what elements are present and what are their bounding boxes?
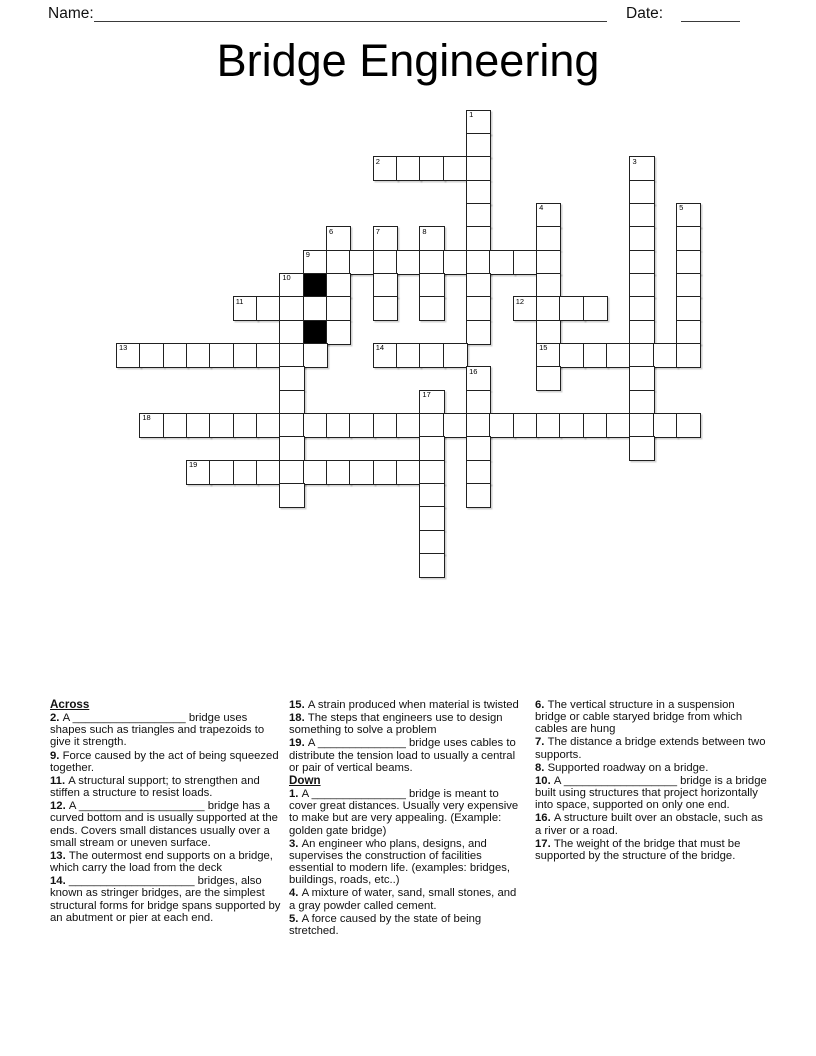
grid-cell[interactable] xyxy=(373,460,398,485)
grid-cell[interactable] xyxy=(466,273,491,298)
grid-cell[interactable] xyxy=(419,483,444,508)
grid-cell[interactable] xyxy=(559,413,584,438)
clue-3: 3. An engineer who plans, designs, and supervises the construction of facilities essential to modern life. (examples: bridges, buildings, roads, etc..) xyxy=(289,837,511,887)
grid-cell[interactable] xyxy=(209,460,234,485)
clue-number: 15. xyxy=(289,699,308,711)
cell-number: 8 xyxy=(422,226,427,236)
grid-cell[interactable] xyxy=(256,460,281,485)
grid-cell[interactable] xyxy=(466,180,491,205)
cell-number: 6 xyxy=(329,226,334,236)
clue-5: 5. A force caused by the state of being stretched. xyxy=(289,912,482,937)
grid-cell[interactable] xyxy=(513,413,538,438)
cell-number: 16 xyxy=(469,366,478,376)
grid-cell[interactable] xyxy=(443,156,468,181)
grid-cell[interactable] xyxy=(279,390,304,415)
grid-cell[interactable] xyxy=(256,343,281,368)
grid-cell[interactable] xyxy=(349,413,374,438)
grid-cell[interactable] xyxy=(279,413,304,438)
clue-number: 12. xyxy=(50,800,69,813)
grid-cell[interactable] xyxy=(489,250,514,275)
grid-cell[interactable] xyxy=(583,413,608,438)
clue-column-3 xyxy=(535,699,767,863)
grid-cell[interactable] xyxy=(163,413,188,438)
cell-number: 5 xyxy=(679,203,684,213)
grid-cell[interactable] xyxy=(466,436,491,461)
grid-cell[interactable] xyxy=(629,366,654,391)
cell-number: 17 xyxy=(422,390,431,400)
grid-cell[interactable] xyxy=(209,343,234,368)
grid-cell[interactable] xyxy=(419,296,444,321)
grid-cell[interactable] xyxy=(139,413,164,438)
grid-cell[interactable] xyxy=(326,226,351,251)
grid-cell[interactable] xyxy=(489,413,514,438)
cell-number: 3 xyxy=(632,156,637,166)
clue-number: 18. xyxy=(289,712,308,725)
grid-cell[interactable] xyxy=(559,296,584,321)
grid-cell[interactable] xyxy=(676,226,701,251)
clue-number: 6. xyxy=(535,699,548,711)
grid-cell[interactable] xyxy=(373,226,398,251)
grid-cell-black xyxy=(303,273,328,298)
clue-number: 14. xyxy=(50,875,69,888)
grid-cell[interactable] xyxy=(629,226,654,251)
clue-number: 9. xyxy=(50,749,63,762)
grid-cell[interactable] xyxy=(139,343,164,368)
cell-number: 9 xyxy=(305,250,310,260)
clue-9: 9. Force caused by the act of being squeezed together. xyxy=(50,749,279,774)
grid-cell[interactable] xyxy=(373,250,398,275)
grid-cell[interactable] xyxy=(279,273,304,298)
grid-cell[interactable] xyxy=(536,203,561,228)
grid-cell[interactable] xyxy=(303,343,328,368)
grid-cell[interactable] xyxy=(419,390,444,415)
clue-column-2 xyxy=(289,699,521,938)
down-heading: Down xyxy=(289,773,321,787)
clue-number: 3. xyxy=(289,837,302,850)
grid-cell[interactable] xyxy=(186,343,211,368)
grid-cell[interactable] xyxy=(419,506,444,531)
clue-number: 1. xyxy=(289,788,302,801)
grid-cell[interactable] xyxy=(676,296,701,321)
grid-cell[interactable] xyxy=(466,483,491,508)
grid-cell[interactable] xyxy=(536,273,561,298)
clue-number: 17. xyxy=(535,837,554,850)
clue-number: 7. xyxy=(535,736,548,749)
grid-cell[interactable] xyxy=(629,436,654,461)
clue-15: 15. A strain produced when material is twisted xyxy=(289,699,519,711)
clue-number: 2. xyxy=(50,712,63,725)
grid-cell[interactable] xyxy=(233,296,258,321)
grid-cell[interactable] xyxy=(419,226,444,251)
grid-cell[interactable] xyxy=(256,296,281,321)
clue-14: 14. ____________________ bridges, also known as stringer bridges, are the simplest structural forms for bridge spans supported by an abutment or pier at each end. xyxy=(50,875,281,924)
cell-number: 12 xyxy=(515,296,525,306)
grid-cell[interactable] xyxy=(233,343,258,368)
grid-cell[interactable] xyxy=(396,156,421,181)
clue-column-1 xyxy=(50,699,286,925)
grid-cell[interactable] xyxy=(676,343,701,368)
grid-cell[interactable] xyxy=(303,250,328,275)
cell-number: 11 xyxy=(235,296,244,306)
cell-number: 19 xyxy=(189,460,198,470)
clue-2: 2. A __________________ bridge uses shapes such as triangles and trapezoids to give it strength. xyxy=(50,712,265,749)
clue-number: 5. xyxy=(289,912,302,925)
clue-number: 19. xyxy=(289,737,308,750)
grid-cell-black xyxy=(303,320,328,345)
grid-cell[interactable] xyxy=(629,250,654,275)
grid-cell[interactable] xyxy=(466,366,491,391)
clue-16: 16. A structure built over an obstacle, such as a river or a road. xyxy=(535,812,763,837)
grid-cell[interactable] xyxy=(676,320,701,345)
grid-cell[interactable] xyxy=(419,343,444,368)
cell-number: 15 xyxy=(539,343,548,353)
grid-cell[interactable] xyxy=(163,343,188,368)
grid-cell[interactable] xyxy=(373,296,398,321)
grid-cell[interactable] xyxy=(373,156,398,181)
grid-cell[interactable] xyxy=(326,273,351,298)
grid-cell[interactable] xyxy=(326,320,351,345)
grid-cell[interactable] xyxy=(279,320,304,345)
clue-number: 4. xyxy=(289,887,302,900)
grid-cell[interactable] xyxy=(373,343,398,368)
grid-cell[interactable] xyxy=(419,436,444,461)
grid-cell[interactable] xyxy=(629,203,654,228)
grid-cell[interactable] xyxy=(116,343,141,368)
grid-cell[interactable] xyxy=(536,366,561,391)
grid-cell[interactable] xyxy=(629,390,654,415)
grid-cell[interactable] xyxy=(279,436,304,461)
clue-6: 6. The vertical structure in a suspension bridge or cable staryed bridge from which cables are hung xyxy=(535,699,743,736)
grid-cell[interactable] xyxy=(326,413,351,438)
grid-cell[interactable] xyxy=(629,343,654,368)
grid-cell[interactable] xyxy=(559,343,584,368)
grid-cell[interactable] xyxy=(606,343,631,368)
cell-number: 14 xyxy=(375,343,385,353)
grid-cell[interactable] xyxy=(373,273,398,298)
grid-cell[interactable] xyxy=(466,226,491,251)
grid-cell[interactable] xyxy=(303,413,328,438)
cell-number: 7 xyxy=(375,226,380,236)
grid-cell[interactable] xyxy=(606,413,631,438)
grid-cell[interactable] xyxy=(466,203,491,228)
grid-cell[interactable] xyxy=(326,460,351,485)
grid-cell[interactable] xyxy=(279,366,304,391)
grid-cell[interactable] xyxy=(466,250,491,275)
clue-13: 13. The outermost end supports on a bridge, which carry the load from the deck xyxy=(50,849,273,875)
clue-10: 10. A __________________ bridge is a bridge built using structures that project horizontally into space, supported on only one end. xyxy=(535,774,767,812)
grid-cell[interactable] xyxy=(513,296,538,321)
grid-cell[interactable] xyxy=(279,343,304,368)
grid-cell[interactable] xyxy=(373,413,398,438)
grid-cell[interactable] xyxy=(419,250,444,275)
clue-4: 4. A mixture of water, sand, small stones, and a gray powder called cement. xyxy=(289,887,517,912)
grid-cell[interactable] xyxy=(676,273,701,298)
grid-cell[interactable] xyxy=(396,250,421,275)
clue-number: 10. xyxy=(535,774,554,787)
clue-number: 13. xyxy=(50,849,69,862)
grid-cell[interactable] xyxy=(466,320,491,345)
cell-number: 4 xyxy=(539,203,544,213)
grid-cell[interactable] xyxy=(536,226,561,251)
grid-cell[interactable] xyxy=(443,413,468,438)
grid-cell[interactable] xyxy=(536,320,561,345)
clue-19: 19. A ______________ bridge uses cables to distribute the tension load to usually a central or pair of vertical beams. xyxy=(289,737,516,774)
grid-cell[interactable] xyxy=(186,413,211,438)
grid-cell[interactable] xyxy=(536,250,561,275)
clue-1: 1. A _______________ bridge is meant to cover great distances. Usually very expensive to make but are very appealing. (Example: golden gate bridge) xyxy=(289,788,519,837)
grid-cell[interactable] xyxy=(653,413,678,438)
grid-cell[interactable] xyxy=(233,413,258,438)
across-heading: Across xyxy=(50,698,90,711)
clue-number: 16. xyxy=(535,812,554,825)
cell-number: 13 xyxy=(119,343,128,353)
cell-number: 1 xyxy=(469,110,474,119)
grid-cell[interactable] xyxy=(583,343,608,368)
grid-cell[interactable] xyxy=(536,413,561,438)
grid-cell[interactable] xyxy=(303,296,328,321)
grid-cell[interactable] xyxy=(653,343,678,368)
grid-cell[interactable] xyxy=(466,413,491,438)
grid-cell[interactable] xyxy=(326,250,351,275)
grid-cell[interactable] xyxy=(209,413,234,438)
name-label: Name: xyxy=(48,5,94,22)
cell-number: 10 xyxy=(282,273,291,283)
grid-cell[interactable] xyxy=(279,483,304,508)
cell-number: 2 xyxy=(375,156,380,166)
grid-cell[interactable] xyxy=(419,273,444,298)
grid-cell[interactable] xyxy=(256,413,281,438)
grid-cell[interactable] xyxy=(629,320,654,345)
grid-cell[interactable] xyxy=(676,203,701,228)
grid-cell[interactable] xyxy=(466,390,491,415)
clue-12: 12. A ____________________ bridge has a curved bottom and is usually supported at the ends. Covers small distances usually over a small stream or uneven surface. xyxy=(50,800,278,849)
grid-cell[interactable] xyxy=(629,156,654,181)
grid-cell[interactable] xyxy=(303,460,328,485)
grid-cell[interactable] xyxy=(466,133,491,158)
grid-cell[interactable] xyxy=(536,343,561,368)
grid-cell[interactable] xyxy=(349,250,374,275)
clue-number: 8. xyxy=(535,761,548,774)
cell-number: 18 xyxy=(142,413,151,423)
clue-number: 11. xyxy=(50,774,69,787)
grid-cell[interactable] xyxy=(536,296,561,321)
clue-18: 18. The steps that engineers use to design something to solve a problem xyxy=(289,712,503,737)
grid-cell[interactable] xyxy=(466,156,491,181)
grid-cell[interactable] xyxy=(419,156,444,181)
grid-cell[interactable] xyxy=(629,180,654,205)
grid-cell[interactable] xyxy=(443,250,468,275)
grid-cell[interactable] xyxy=(583,296,608,321)
grid-cell[interactable] xyxy=(279,460,304,485)
grid-cell[interactable] xyxy=(629,413,654,438)
grid-cell[interactable] xyxy=(443,343,468,368)
grid-cell[interactable] xyxy=(419,413,444,438)
grid-cell[interactable] xyxy=(466,110,491,135)
page-title: Bridge Engineering xyxy=(216,35,600,86)
grid-cell[interactable] xyxy=(233,460,258,485)
grid-cell[interactable] xyxy=(186,460,211,485)
grid-cell[interactable] xyxy=(349,460,374,485)
grid-cell[interactable] xyxy=(326,296,351,321)
grid-cell[interactable] xyxy=(629,273,654,298)
grid-cell[interactable] xyxy=(279,296,304,321)
grid-cell[interactable] xyxy=(419,530,444,555)
grid-cell[interactable] xyxy=(466,296,491,321)
grid-cell[interactable] xyxy=(629,296,654,321)
grid-cell[interactable] xyxy=(466,460,491,485)
date-label: Date: xyxy=(626,5,664,22)
grid-cell[interactable] xyxy=(396,413,421,438)
clue-11: 11. A structural support; to strengthen and stiffen a structure to resist loads. xyxy=(50,774,260,800)
clue-8: 8. Supported roadway on a bridge. xyxy=(535,761,709,774)
grid-cell[interactable] xyxy=(419,460,444,485)
grid-cell[interactable] xyxy=(676,413,701,438)
clue-7: 7. The distance a bridge extends between two supports. xyxy=(535,736,766,761)
clue-17: 17. The weight of the bridge that must be supported by the structure of the bridge. xyxy=(535,837,741,862)
grid-cell[interactable] xyxy=(513,250,538,275)
grid-cell[interactable] xyxy=(396,460,421,485)
grid-cell[interactable] xyxy=(676,250,701,275)
grid-cell[interactable] xyxy=(396,343,421,368)
grid-cell[interactable] xyxy=(419,553,444,578)
